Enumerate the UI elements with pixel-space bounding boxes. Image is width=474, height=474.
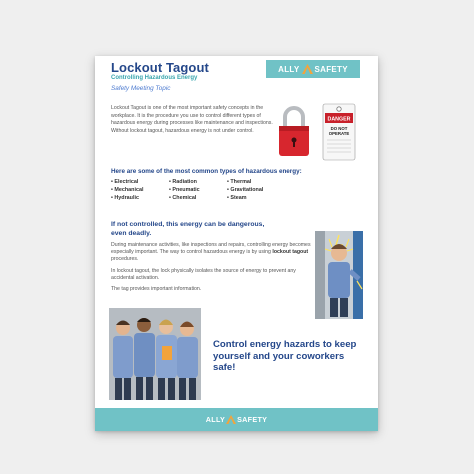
energy-types-heading: Here are some of the most common types of hazardous energy: xyxy=(111,168,302,175)
paragraph-text: During maintenance activities, like inspections and repairs, controlling energy becomes especially important. The way to control hazardous energy is by using xyxy=(111,242,311,256)
list-item: • Chemical xyxy=(169,195,227,201)
list-item: • Hydraulic xyxy=(111,195,169,201)
logo-triangle-icon xyxy=(302,64,313,74)
group-of-workers-image xyxy=(109,308,201,400)
electric-shock-worker-image xyxy=(315,231,363,319)
tag-line2-text: OPERATE xyxy=(328,131,350,136)
list-item: • Mechanical xyxy=(111,187,169,193)
paragraph-text: procedures. xyxy=(111,256,139,263)
document-title: Lockout Tagout xyxy=(111,60,209,75)
list-item: • Steam xyxy=(227,195,297,201)
list-item: • Electrical xyxy=(111,179,169,185)
call-to-action-heading: Control energy hazards to keep yourself and your coworkers safe! xyxy=(213,339,357,373)
body-text xyxy=(111,242,311,297)
paragraph-tag: The tag provides important information. xyxy=(111,286,202,293)
list-item: • Radiation xyxy=(169,179,227,185)
footer-logo-triangle-icon xyxy=(226,415,236,424)
red-padlock-icon xyxy=(276,104,312,160)
tag-line1-text: DO NOT xyxy=(330,126,348,131)
logo-word-ally: ALLY xyxy=(278,64,300,74)
lockout-tagout-emphasis: lockout tagout xyxy=(272,249,309,256)
list-item: • Thermal xyxy=(227,179,297,185)
tag-danger-text: DANGER xyxy=(327,116,351,123)
danger-heading: If not controlled, this energy can be dangerous, even deadly. xyxy=(111,221,265,237)
footer-logo-band xyxy=(95,408,378,431)
safety-meeting-topic-label: Safety Meeting Topic xyxy=(111,85,171,92)
danger-tag-image xyxy=(321,102,357,164)
footer-logo-word-safety: SAFETY xyxy=(237,415,268,424)
paragraph-maintenance xyxy=(111,242,311,264)
list-item: • Gravitational xyxy=(227,187,297,193)
document-subtitle: Controlling Hazardous Energy xyxy=(111,75,198,81)
ally-safety-logo xyxy=(266,60,360,78)
logo-word-safety: SAFETY xyxy=(314,64,348,74)
energy-types-list xyxy=(111,179,311,201)
footer-logo-word-ally: ALLY xyxy=(205,415,226,424)
intro-paragraph: Lockout Tagout is one of the most important safety concepts in the workplace. It is the procedure you use to control different types of hazardous energy during processes like maintenance and inspections. Without lockout tagout, hazardous energy is not under control. xyxy=(111,105,273,134)
paragraph-lock: In lockout tagout, the lock physically isolates the source of energy to prevent any accidental activation. xyxy=(111,267,296,281)
document-page xyxy=(95,56,378,431)
list-item: • Pneumatic xyxy=(169,187,227,193)
